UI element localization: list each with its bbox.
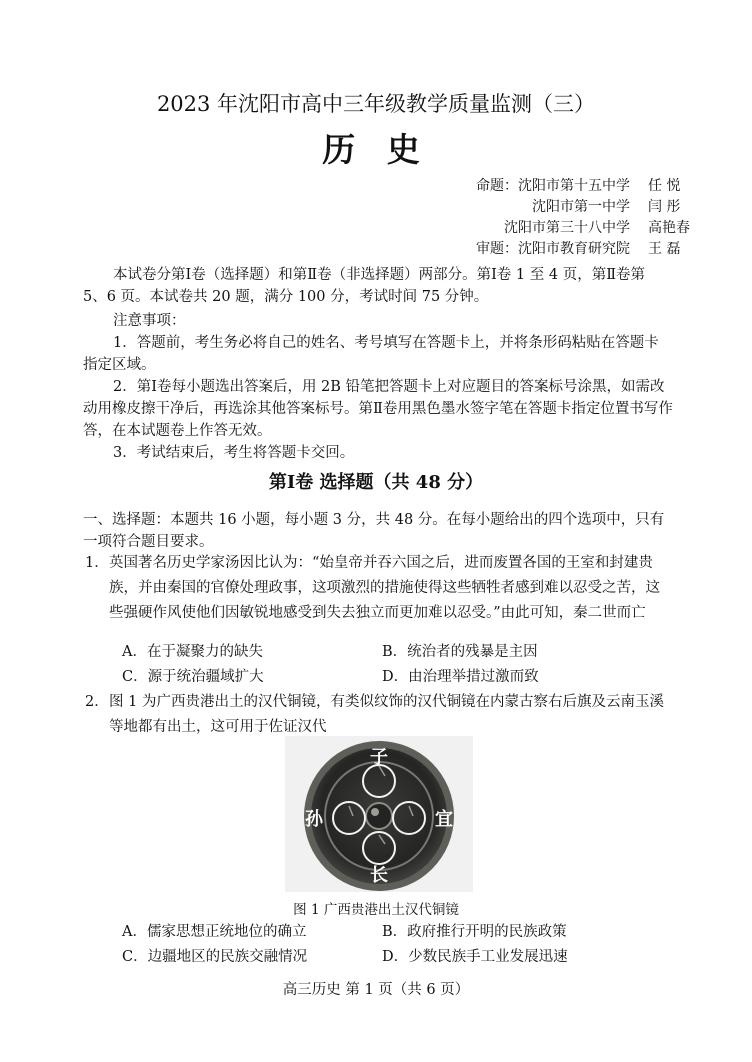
- option-row: [122, 640, 642, 665]
- option-row: [122, 920, 642, 945]
- exam-intro: 本试卷分第Ⅰ卷（选择题）和第Ⅱ卷（非选择题）两部分。第Ⅰ卷 1 至 4 页，第Ⅱ卷第 5、6 页。本试卷共 20 题，满分 100 分，考试时间 75 分钟。: [83, 267, 646, 305]
- notice-item: 2．第Ⅰ卷每小题选出答案后，用 2B 铅笔把答题卡上对应题目的答案标号涂黑，如需改动用橡皮擦干净后，再选涂其他答案标号。第Ⅱ卷用黑色墨水签字笔在答题卡指定位置书写作答，在本试题卷上作答无效。: [83, 379, 673, 439]
- figure-label-right: 宜: [435, 809, 453, 830]
- credits-block: [400, 176, 700, 260]
- question-stem: 英国著名历史学家汤因比认为：“始皇帝并吞六国之后，进而废置各国的王室和封建贵族，并由秦国的官僚处理政事，这项激烈的措施使得这些牺牲者感到难以忍受之苦，这些强硬作风使他们因敏锐地感受到失去独立而更加难以忍受。”由此可知，秦二世而亡: [109, 555, 660, 621]
- notice-title: 注意事项：: [113, 313, 186, 329]
- credit-row: [400, 197, 700, 218]
- bronze-mirror-figure: [285, 736, 473, 892]
- figure-label-top: 子: [370, 747, 388, 768]
- figure-label-bottom: 长: [370, 865, 388, 886]
- question-1-options: [122, 640, 642, 690]
- credit-row: [400, 176, 700, 197]
- question-1: [85, 551, 673, 626]
- exam-title: 2023 年沈阳市高中三年级教学质量监测（三）: [156, 92, 596, 116]
- credit-name: 任 悦: [648, 178, 681, 194]
- option-c: C．源于统治疆域扩大: [122, 669, 264, 685]
- section-title: 第Ⅰ卷 选择题（共 48 分）: [268, 472, 484, 493]
- credit-name: 王 磊: [648, 241, 681, 257]
- notice-item: 1．答题前，考生务必将自己的姓名、考号填写在答题卡上，并将条形码粘贴在答题卡指定区域。: [83, 335, 659, 373]
- option-d: D．由治理举措过激而致: [382, 669, 539, 685]
- option-c: C．边疆地区的民族交融情况: [122, 949, 308, 965]
- question-2-options: [122, 920, 642, 970]
- credit-role: 命题：: [476, 178, 518, 194]
- page-footer: 高三历史 第 1 页（共 6 页）: [282, 982, 470, 998]
- option-row: [122, 945, 642, 970]
- notice-item: 3．考试结束后，考生将答题卡交回。: [113, 445, 355, 461]
- question-number: 2．: [85, 694, 109, 710]
- credit-school: 沈阳市教育研究院: [518, 241, 630, 257]
- figure-label-left: 孙: [305, 809, 323, 830]
- option-b: B．政府推行开明的民族政策: [382, 924, 567, 940]
- credit-school: 沈阳市第三十八中学: [504, 220, 630, 236]
- credit-school: 沈阳市第十五中学: [518, 178, 630, 194]
- subject-title: 历 史: [322, 130, 430, 169]
- question-2: [85, 690, 673, 740]
- question-number: 1．: [85, 555, 109, 571]
- credit-school: 沈阳市第一中学: [532, 199, 630, 215]
- option-d: D．少数民族手工业发展迅速: [382, 949, 568, 965]
- credit-row: [400, 218, 700, 239]
- option-b: B．统治者的残暴是主因: [382, 644, 538, 660]
- credit-role: 审题：: [476, 241, 518, 257]
- figure-caption: 图 1 广西贵港出土汉代铜镜: [293, 902, 459, 918]
- option-a: A．在于凝聚力的缺失: [122, 644, 263, 660]
- credit-name: 闫 彤: [648, 199, 681, 215]
- option-row: [122, 665, 642, 690]
- credit-name: 高艳春: [648, 220, 690, 236]
- option-a: A．儒家思想正统地位的确立: [122, 924, 307, 940]
- credit-row: [400, 239, 700, 260]
- question-stem: 图 1 为广西贵港出土的汉代铜镜，有类似纹饰的汉代铜镜在内蒙古察右后旗及云南玉溪等地都有出土，这可用于佐证汉代: [109, 694, 664, 735]
- bronze-mirror-illustration: [285, 736, 473, 892]
- section-intro: 一、选择题：本题共 16 小题，每小题 3 分，共 48 分。在每小题给出的四个选项中，只有一项符合题目要求。: [83, 512, 665, 550]
